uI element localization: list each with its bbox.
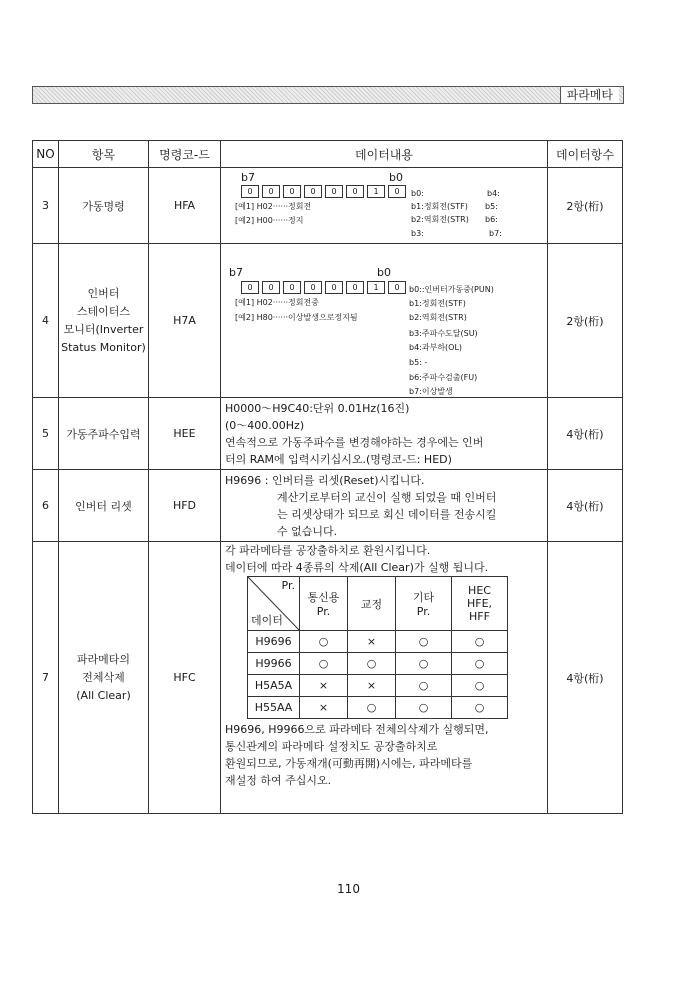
row-code: HFA bbox=[149, 168, 221, 244]
note: b1:정회전(STF) bbox=[411, 201, 468, 211]
bit-box: 0 bbox=[262, 185, 280, 198]
mark: ○ bbox=[300, 631, 348, 653]
bit-box: 1 bbox=[367, 185, 385, 198]
mark: × bbox=[348, 631, 396, 653]
row-no: 4 bbox=[33, 244, 59, 398]
col-header-code: 명령코-드 bbox=[149, 141, 221, 168]
corner-bottom-label: 데이터 bbox=[251, 614, 283, 627]
row-code: HFD bbox=[149, 470, 221, 542]
bit-box: 0 bbox=[241, 185, 259, 198]
table-row bbox=[33, 168, 623, 244]
row-no: 6 bbox=[33, 470, 59, 542]
bit-box: 0 bbox=[388, 281, 406, 294]
header-title: 파라메타 bbox=[560, 87, 619, 103]
row-code: HFC bbox=[149, 542, 221, 814]
row-code: H7A bbox=[149, 244, 221, 398]
note: b1:정회전(STF) bbox=[409, 298, 466, 308]
col-header-data: 데이터내용 bbox=[221, 141, 548, 168]
note: b5: bbox=[485, 201, 498, 211]
text-line: 데이터에 따라 4종류의 삭제(All Clear)가 실행 됩니다. bbox=[225, 561, 489, 574]
text-line: 환원되므로, 가동재개(可動再開)시에는, 파라메타를 bbox=[225, 757, 473, 770]
corner-top-label: Pr. bbox=[281, 579, 295, 592]
bit-box: 0 bbox=[346, 281, 364, 294]
row-count: 4항(桁) bbox=[548, 470, 623, 542]
mark: ○ bbox=[452, 697, 508, 719]
text-line: 계산기로부터의 교신이 실행 되었을 때 인버터 bbox=[277, 490, 497, 504]
mark: ○ bbox=[452, 653, 508, 675]
page-number: 110 bbox=[337, 882, 360, 896]
note: b2:역회전(STR) bbox=[409, 312, 467, 322]
data-code: H5A5A bbox=[248, 675, 300, 697]
header-bar bbox=[32, 86, 624, 104]
bit-boxes bbox=[241, 185, 409, 198]
mark: ○ bbox=[452, 675, 508, 697]
note: b3:주파수도달(SU) bbox=[409, 328, 478, 338]
bit-box: 0 bbox=[325, 281, 343, 294]
row-no: 7 bbox=[33, 542, 59, 814]
note: b7:이상발생 bbox=[409, 386, 453, 396]
example-1: [예1] H02······정회전중 bbox=[235, 297, 319, 307]
subtable-header bbox=[348, 577, 396, 631]
col-header-no: NO bbox=[33, 141, 59, 168]
bit-box: 0 bbox=[304, 185, 322, 198]
table-row bbox=[33, 244, 623, 398]
data-code: H9966 bbox=[248, 653, 300, 675]
table-header-row bbox=[33, 141, 623, 168]
header-line: 교정 bbox=[360, 597, 383, 611]
bit-box: 0 bbox=[262, 281, 280, 294]
note: b6: bbox=[485, 214, 498, 224]
bit-box: 0 bbox=[241, 281, 259, 294]
bit-box: 1 bbox=[367, 281, 385, 294]
text-line: 재설정 하여 주십시오. bbox=[225, 774, 332, 787]
text-line: 수 없습니다. bbox=[277, 524, 338, 538]
text-line: H9696, H9966으로 파라메타 전체의삭제가 실행되면, bbox=[225, 723, 489, 736]
subtable-row bbox=[248, 631, 508, 653]
note: b3: bbox=[411, 228, 424, 238]
text-line: 각 파라메타를 공장출하치로 환원시킵니다. bbox=[225, 544, 431, 557]
col-header-count: 데이터항수 bbox=[548, 141, 623, 168]
bit-label-b7: b7 bbox=[229, 265, 243, 279]
bit-boxes bbox=[241, 281, 409, 294]
header-line: HFE, bbox=[466, 597, 493, 610]
text-line: 연속적으로 가동주파수를 변경해야하는 경우에는 인버 bbox=[225, 435, 484, 449]
subtable-header bbox=[396, 577, 452, 631]
row-item: 인버터 리셋 bbox=[59, 470, 149, 542]
row-item: 가동명령 bbox=[59, 168, 149, 244]
item-line: 파라메타의 bbox=[76, 652, 131, 666]
subtable-row bbox=[248, 697, 508, 719]
header-line: 통신용 bbox=[307, 591, 340, 604]
item-line: (All Clear) bbox=[76, 688, 131, 702]
header-line: HEC bbox=[468, 584, 491, 597]
table-row bbox=[33, 470, 623, 542]
bit-label-b0: b0 bbox=[389, 170, 403, 184]
subtable-header bbox=[300, 577, 348, 631]
subtable-row bbox=[248, 675, 508, 697]
mark: ○ bbox=[396, 675, 452, 697]
subtable-header-row bbox=[248, 577, 508, 631]
header-line: Pr. bbox=[316, 605, 331, 618]
text-line: 는 리셋상태가 되므로 회신 데이터를 전송시킬 bbox=[277, 507, 497, 521]
row-data bbox=[221, 542, 548, 814]
example-2: [예2] H00······정지 bbox=[235, 215, 304, 225]
parameter-table bbox=[32, 140, 623, 814]
row-data bbox=[221, 244, 548, 398]
col-header-item: 항목 bbox=[59, 141, 149, 168]
note: b0::인버터가동중(PUN) bbox=[409, 284, 494, 294]
clear-type-table bbox=[247, 576, 508, 719]
bit-box: 0 bbox=[325, 185, 343, 198]
table-row bbox=[33, 542, 623, 814]
data-code: H9696 bbox=[248, 631, 300, 653]
row-no: 3 bbox=[33, 168, 59, 244]
mark: ○ bbox=[396, 653, 452, 675]
row-item bbox=[59, 542, 149, 814]
mark: ○ bbox=[396, 697, 452, 719]
row-code: HEE bbox=[149, 398, 221, 470]
text-line: H9696 : 인버터를 리셋(Reset)시킵니다. bbox=[225, 473, 425, 487]
item-line: 스테이터스 bbox=[76, 304, 131, 318]
example-2: [예2] H80······이상발생으로정지됨 bbox=[235, 312, 358, 322]
mark: ○ bbox=[348, 653, 396, 675]
text-line: 터의 RAM에 입력시키십시오.(명령코-드: HED) bbox=[225, 452, 452, 466]
text-line: H0000～H9C40:단위 0.01Hz(16진) bbox=[225, 401, 410, 415]
mark: ○ bbox=[348, 697, 396, 719]
row-count: 4항(桁) bbox=[548, 398, 623, 470]
bit-box: 0 bbox=[346, 185, 364, 198]
row-no: 5 bbox=[33, 398, 59, 470]
item-line: 전체삭제 bbox=[82, 670, 125, 684]
bit-box: 0 bbox=[283, 185, 301, 198]
text-line: (0～400.00Hz) bbox=[225, 418, 305, 432]
bit-box: 0 bbox=[304, 281, 322, 294]
mark: × bbox=[300, 675, 348, 697]
mark: ○ bbox=[300, 653, 348, 675]
text-line: 통신관계의 파라메타 설정치도 공장출하치로 bbox=[225, 740, 438, 753]
table-row bbox=[33, 398, 623, 470]
item-line: 모니터(Inverter bbox=[63, 322, 144, 336]
data-code: H55AA bbox=[248, 697, 300, 719]
note: b4:과부하(OL) bbox=[409, 342, 463, 352]
note: b7: bbox=[489, 228, 502, 238]
row-count: 2항(桁) bbox=[548, 168, 623, 244]
mark: × bbox=[300, 697, 348, 719]
header-line: HFF bbox=[469, 610, 490, 623]
bit-box: 0 bbox=[283, 281, 301, 294]
subtable-row bbox=[248, 653, 508, 675]
note: b2:역회전(STR) bbox=[411, 214, 469, 224]
row-data bbox=[221, 398, 548, 470]
item-line: Status Monitor) bbox=[61, 340, 146, 354]
row-data bbox=[221, 470, 548, 542]
mark: × bbox=[348, 675, 396, 697]
note: b0: bbox=[411, 188, 424, 198]
bit-label-b0: b0 bbox=[377, 265, 391, 279]
mark: ○ bbox=[396, 631, 452, 653]
row-data bbox=[221, 168, 548, 244]
note: b6:주파수검출(FU) bbox=[409, 372, 478, 382]
mark: ○ bbox=[452, 631, 508, 653]
subtable-header bbox=[452, 577, 508, 631]
example-1: [예1] H02······정회전 bbox=[235, 201, 312, 211]
row-count: 2항(桁) bbox=[548, 244, 623, 398]
bit-label-b7: b7 bbox=[241, 170, 255, 184]
row-count: 4항(桁) bbox=[548, 542, 623, 814]
item-line: 인버터 bbox=[87, 286, 120, 300]
bit-box: 0 bbox=[388, 185, 406, 198]
header-line: Pr. bbox=[416, 605, 431, 618]
note: b5: - bbox=[409, 357, 428, 367]
corner-cell bbox=[248, 577, 300, 631]
note: b4: bbox=[487, 188, 500, 198]
header-line: 기타 bbox=[412, 591, 435, 604]
row-item bbox=[59, 244, 149, 398]
row-item: 가동주파수입력 bbox=[59, 398, 149, 470]
